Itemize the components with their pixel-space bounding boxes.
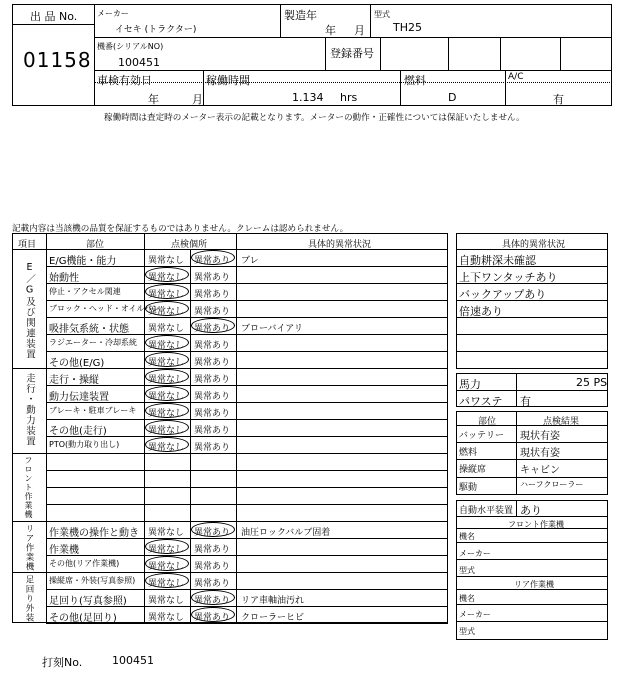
row-part: 始動性	[49, 273, 79, 284]
status-normal[interactable]: 異常なし	[148, 443, 185, 453]
status-normal[interactable]: 異常なし	[148, 341, 185, 351]
row-part: ブレーキ・駐車ブレーキ	[49, 406, 137, 415]
status-abnormal[interactable]: 異常あり	[194, 375, 231, 385]
status-abnormal[interactable]: 異常あり	[194, 273, 231, 283]
stamp-value: 100451	[112, 654, 154, 667]
status-normal[interactable]: 異常なし	[148, 562, 185, 572]
part-name: 操縦席	[459, 465, 487, 475]
group-front: フロント作業機	[24, 456, 33, 519]
status-normal[interactable]: 異常なし	[148, 358, 185, 368]
status-abnormal[interactable]: 異常あり	[194, 426, 231, 436]
parts-header-part: 部位	[478, 417, 497, 427]
status-abnormal[interactable]: 異常あり	[194, 256, 231, 266]
lot-number: 01158	[23, 48, 92, 72]
maker-label: メーカー	[97, 9, 129, 18]
part-name: バッテリー	[459, 431, 505, 441]
status-normal[interactable]: 異常なし	[148, 596, 185, 606]
status-normal[interactable]: 異常なし	[148, 545, 185, 555]
maker-value: イセキ (トラクター)	[115, 25, 197, 35]
status-circle	[145, 352, 189, 367]
inspect-year-unit: 年	[148, 93, 159, 106]
status-abnormal[interactable]: 異常あり	[194, 528, 231, 538]
row-part: その他(E/G)	[49, 358, 105, 369]
status-normal[interactable]: 異常なし	[148, 409, 185, 419]
status-circle	[191, 590, 235, 605]
front-maker-label: メーカー	[459, 549, 491, 558]
status-normal[interactable]: 異常なし	[148, 426, 185, 436]
right-detail-title: 具体的異常状況	[502, 240, 566, 250]
hours-value: 1.134	[292, 91, 324, 104]
status-circle	[145, 556, 189, 571]
row-part: PTO(動力取り出し)	[49, 440, 120, 449]
status-circle	[145, 301, 189, 316]
row-part: その他(走行)	[49, 426, 107, 437]
status-abnormal[interactable]: 異常あり	[194, 324, 231, 334]
status-normal[interactable]: 異常なし	[148, 324, 185, 334]
part-name: 駆動	[459, 483, 478, 493]
row-part: ブロック・ヘッド・オイルパン	[49, 304, 160, 313]
stamp-label: 打刻No.	[42, 656, 83, 669]
status-normal[interactable]: 異常なし	[148, 256, 185, 266]
auto-level-value: あり	[520, 504, 542, 517]
model-label: 型式	[374, 10, 390, 19]
row-part: 操縦席・外装(写真参照)	[49, 576, 136, 585]
rear-name-label: 機名	[459, 594, 475, 603]
hours-note: 稼働時間は査定時のメーター表示の記載となります。メーターの動作・正確性については保証いたしません。	[104, 113, 525, 123]
fuel-label: 燃料	[404, 74, 426, 87]
status-circle	[191, 522, 235, 537]
status-abnormal[interactable]: 異常あり	[194, 307, 231, 317]
col-item: 項目	[18, 240, 37, 250]
status-circle	[191, 318, 235, 333]
hours-unit: hrs	[340, 91, 358, 104]
status-circle	[145, 386, 189, 401]
row-part: その他(足回り)	[49, 613, 117, 624]
status-circle	[145, 420, 189, 435]
status-circle	[145, 284, 189, 299]
status-abnormal[interactable]: 異常あり	[194, 392, 231, 402]
lot-label: 出 品 No.	[30, 10, 78, 23]
year-unit: 年	[325, 24, 336, 37]
power-value: 25 PS	[576, 376, 608, 389]
front-model-label: 型式	[459, 566, 475, 575]
auto-level-label: 自動水平装置	[459, 506, 514, 516]
rear-model-label: 型式	[459, 627, 475, 636]
status-circle	[145, 369, 189, 384]
ps-value: 有	[520, 395, 531, 408]
status-circle	[145, 573, 189, 588]
row-detail: 油圧ロックバルブ固着	[241, 528, 331, 538]
status-abnormal[interactable]: 異常あり	[194, 443, 231, 453]
part-result: ハーフクローラー	[520, 480, 584, 489]
status-normal[interactable]: 異常なし	[148, 613, 185, 623]
row-part: ラジエーター・冷却系統	[49, 338, 137, 347]
row-part: 停止・アクセル関連	[49, 287, 121, 296]
power-label: 馬力	[459, 378, 481, 391]
ac-label: A/C	[508, 72, 524, 82]
disclaimer: 記載内容は当該機の品質を保証するものではありません。クレームは認められません。	[12, 224, 349, 234]
status-abnormal[interactable]: 異常あり	[194, 358, 231, 368]
right-detail-line: バックアップあり	[459, 288, 547, 301]
status-abnormal[interactable]: 異常あり	[194, 562, 231, 572]
status-normal[interactable]: 異常なし	[148, 307, 185, 317]
row-detail: リア車軸油汚れ	[241, 596, 305, 606]
status-abnormal[interactable]: 異常あり	[194, 613, 231, 623]
right-detail-line: 倍速あり	[459, 305, 503, 318]
col-part: 部位	[86, 240, 105, 250]
status-abnormal[interactable]: 異常あり	[194, 409, 231, 419]
month-unit: 月	[354, 24, 365, 37]
row-part: 作業機の操作と動き	[49, 528, 139, 539]
status-circle	[145, 437, 189, 452]
status-abnormal[interactable]: 異常あり	[194, 596, 231, 606]
ac-value: 有	[553, 93, 564, 106]
col-detail: 具体的異常状況	[308, 240, 372, 250]
right-detail-line: 自動耕深未確認	[459, 254, 536, 267]
row-part: 吸排気系統・状態	[49, 324, 129, 335]
row-part: 作業機	[49, 545, 79, 556]
row-detail: ブローバイアリ	[241, 324, 303, 334]
status-normal[interactable]: 異常なし	[148, 528, 185, 538]
status-normal[interactable]: 異常なし	[148, 273, 185, 283]
right-detail-line: 上下ワンタッチあり	[459, 271, 558, 284]
row-part: 走行・操縦	[49, 375, 99, 386]
status-abnormal[interactable]: 異常あり	[194, 545, 231, 555]
model-value: TH25	[393, 21, 422, 34]
status-normal[interactable]: 異常なし	[148, 392, 185, 402]
part-result: 現状有姿	[520, 431, 560, 442]
row-detail: クローラーヒビ	[241, 613, 305, 623]
group-under: 足回り外装	[24, 575, 34, 623]
col-check: 点検個所	[171, 240, 208, 250]
parts-header-result: 点検結果	[543, 417, 580, 427]
status-normal[interactable]: 異常なし	[148, 579, 185, 589]
status-normal[interactable]: 異常なし	[148, 290, 185, 300]
row-part: E/G機能・能力	[49, 256, 117, 267]
status-circle	[145, 403, 189, 418]
row-part: 足回り(写真参照)	[49, 596, 127, 607]
inspect-month-unit: 月	[192, 93, 203, 106]
hours-label: 稼働時間	[206, 74, 250, 87]
status-abnormal[interactable]: 異常あり	[194, 579, 231, 589]
group-eg: E／G及び関連装置	[24, 262, 35, 360]
serial-value: 100451	[118, 56, 160, 69]
reg-label: 登録番号	[330, 47, 374, 60]
status-circle	[145, 539, 189, 554]
status-circle	[145, 267, 189, 282]
status-circle	[145, 335, 189, 350]
inspect-label: 車検有効日	[97, 74, 152, 87]
rear-title: リア作業機	[514, 580, 554, 589]
ps-label: パワステ	[459, 395, 503, 408]
front-title: フロント作業機	[508, 520, 564, 529]
row-detail: ブレ	[241, 256, 259, 266]
row-part: 動力伝達装置	[49, 392, 109, 403]
part-result: キャビン	[520, 465, 560, 476]
status-circle	[191, 607, 235, 622]
part-result: 現状有姿	[520, 448, 560, 459]
status-normal[interactable]: 異常なし	[148, 375, 185, 385]
status-abnormal[interactable]: 異常あり	[194, 290, 231, 300]
group-drive: 走行・動力装置	[24, 373, 35, 447]
part-name: 燃料	[459, 448, 478, 458]
status-circle	[191, 250, 235, 265]
status-abnormal[interactable]: 異常あり	[194, 341, 231, 351]
fuel-value: D	[448, 91, 457, 104]
serial-label: 機番(シリアルNO)	[97, 42, 164, 51]
group-rear: リア作業機	[24, 524, 34, 572]
row-part: その他(リア作業機)	[49, 559, 120, 568]
year-label: 製造年	[284, 9, 317, 22]
front-name-label: 機名	[459, 532, 475, 541]
rear-maker-label: メーカー	[459, 610, 491, 619]
